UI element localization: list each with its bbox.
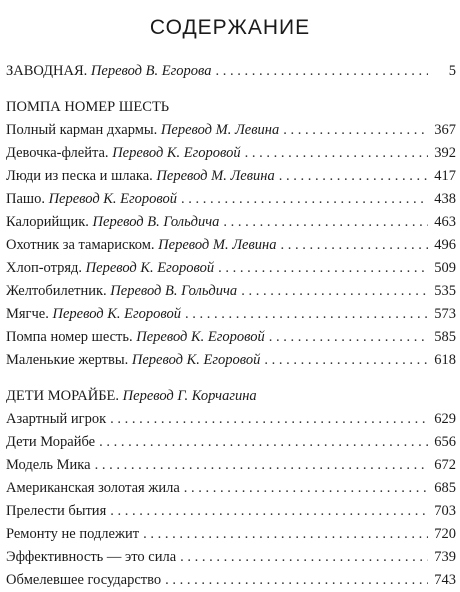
entry-name: Американская золотая жила: [6, 480, 180, 496]
leader-dots: [95, 454, 428, 477]
entry-name: ЗАВОДНАЯ.: [6, 63, 88, 79]
entry-name: Маленькие жертвы.: [6, 352, 129, 368]
entry-page-number: 535: [434, 283, 456, 299]
entry-page-number: 496: [434, 237, 456, 253]
toc-entry-title: [6, 431, 95, 454]
toc-entry[interactable]: [6, 349, 456, 372]
entry-name: Девочка-флейта.: [6, 145, 109, 161]
entry-page-number: 739: [434, 549, 456, 565]
entry-page-number: 463: [434, 214, 456, 230]
leader-dots: [283, 119, 428, 142]
entry-translator: Перевод К. Егоровой: [131, 352, 261, 368]
toc-entry-title: [6, 303, 181, 326]
toc-entry-title: [6, 569, 161, 592]
toc-entry-title: [6, 142, 241, 165]
leader-dots: [279, 165, 428, 188]
table-of-contents: [6, 60, 456, 592]
entry-translator: Перевод К. Егоровой: [52, 306, 181, 322]
toc-entry-title: [6, 234, 276, 257]
entry-page-number: 685: [434, 480, 456, 496]
leader-dots: [180, 546, 428, 569]
entry-page-number: 392: [434, 145, 456, 161]
entry-page-number: 672: [434, 457, 456, 473]
page-title: СОДЕРЖАНИЕ: [149, 16, 311, 40]
entry-translator: Перевод М. Левина: [160, 122, 280, 138]
toc-entry-title: [6, 326, 265, 349]
entry-page-number: 720: [434, 526, 456, 542]
toc-entry[interactable]: [6, 569, 456, 592]
toc-entry-title: [6, 500, 106, 523]
entry-page-number: 573: [434, 306, 456, 322]
toc-entry-title: [6, 257, 214, 280]
entry-page-number: 438: [434, 191, 456, 207]
leader-dots: [245, 142, 428, 165]
entry-name: Мягче.: [6, 306, 49, 322]
section-title: ПОМПА НОМЕР ШЕСТЬ: [6, 99, 170, 115]
toc-entry[interactable]: [6, 477, 456, 500]
entry-translator: Перевод К. Егоровой: [85, 260, 215, 276]
entry-name: Люди из песка и шлака.: [6, 168, 153, 184]
toc-entry-title: [6, 477, 180, 500]
toc-entry[interactable]: [6, 119, 456, 142]
entry-page-number: 417: [434, 168, 456, 184]
toc-entry[interactable]: [6, 303, 456, 326]
entry-page-number: 509: [434, 260, 456, 276]
entry-name: Полный карман дхармы.: [6, 122, 158, 138]
toc-entry-title: [6, 523, 139, 546]
leader-dots: [143, 523, 428, 546]
entry-page-number: 618: [434, 352, 456, 368]
entry-name: Прелести бытия: [6, 503, 107, 519]
entry-page-number: 5: [448, 63, 456, 79]
leader-dots: [181, 188, 428, 211]
toc-entry[interactable]: [6, 211, 456, 234]
entry-page-number: 367: [434, 122, 456, 138]
leader-dots: [223, 211, 428, 234]
leader-dots: [280, 234, 428, 257]
entry-translator: Перевод М. Левина: [156, 168, 275, 184]
entry-name: Азартный игрок: [6, 411, 107, 427]
leader-dots: [184, 477, 428, 500]
toc-entry[interactable]: [6, 257, 456, 280]
pompa-entries: [6, 119, 456, 372]
toc-entry[interactable]: [6, 188, 456, 211]
leader-dots: [110, 408, 428, 431]
leader-dots: [269, 326, 428, 349]
toc-entry[interactable]: [6, 408, 456, 431]
toc-entry-title: [6, 188, 177, 211]
leader-dots: [185, 303, 428, 326]
entry-translator: Перевод В. Егорова: [90, 63, 212, 79]
entry-translator: Перевод К. Егоровой: [112, 145, 241, 161]
entry-page-number: 629: [434, 411, 456, 427]
entry-page-number: 703: [434, 503, 456, 519]
entry-name: Дети Морайбе: [6, 434, 96, 450]
entry-name: Пашо.: [6, 191, 45, 207]
leader-dots: [110, 500, 428, 523]
leader-dots: [215, 60, 428, 83]
toc-entry-title: [6, 119, 279, 142]
entry-page-number: 743: [434, 572, 456, 588]
toc-entry-zavodnaya[interactable]: [6, 60, 456, 83]
toc-entry[interactable]: [6, 165, 456, 188]
entry-name: Помпа номер шесть.: [6, 329, 133, 345]
toc-entry-title: [6, 60, 211, 83]
entry-page-number: 656: [434, 434, 456, 450]
entry-name: Калорийщик.: [6, 214, 89, 230]
toc-entry[interactable]: [6, 546, 456, 569]
leader-dots: [165, 569, 428, 592]
toc-entry[interactable]: [6, 326, 456, 349]
entry-name: Модель Мика: [6, 457, 91, 473]
toc-entry-title: [6, 546, 176, 569]
leader-dots: [218, 257, 428, 280]
entry-name: Охотник за тамариском.: [6, 237, 155, 253]
section-heading-pompa[interactable]: [6, 96, 456, 119]
toc-entry[interactable]: [6, 500, 456, 523]
entry-translator: Перевод В. Гольдича: [92, 214, 220, 230]
morayba-entries: [6, 408, 456, 592]
toc-entry[interactable]: [6, 431, 456, 454]
entry-name: Обмелевшее государство: [6, 572, 162, 588]
toc-entry[interactable]: [6, 280, 456, 303]
toc-entry-title: [6, 165, 275, 188]
toc-entry-title: [6, 408, 106, 431]
toc-entry-title: [6, 454, 91, 477]
entry-name: Ремонту не подлежит: [6, 526, 140, 542]
leader-dots: [264, 349, 428, 372]
toc-entry-title: [6, 280, 237, 303]
toc-entry-title: [6, 211, 219, 234]
section-translator: Перевод Г. Корчагина: [122, 388, 257, 404]
entry-translator: Перевод В. Гольдича: [110, 283, 238, 299]
entry-translator: Перевод К. Егоровой: [136, 329, 265, 345]
leader-dots: [241, 280, 428, 303]
toc-entry[interactable]: [6, 454, 456, 477]
entry-name: Желтобилетник.: [6, 283, 107, 299]
toc-entry-title: [6, 349, 260, 372]
entry-page-number: 585: [434, 329, 456, 345]
toc-entry[interactable]: [6, 234, 456, 257]
entry-name: Хлоп-отряд.: [6, 260, 83, 276]
toc-entry[interactable]: [6, 523, 456, 546]
entry-translator: Перевод М. Левина: [158, 237, 277, 253]
entry-translator: Перевод К. Егоровой: [48, 191, 178, 207]
section-title: ДЕТИ МОРАЙБЕ.: [6, 388, 120, 404]
section-heading-morayba[interactable]: [6, 385, 456, 408]
entry-name: Эффективность — это сила: [6, 549, 177, 565]
toc-entry[interactable]: [6, 142, 456, 165]
leader-dots: [99, 431, 428, 454]
